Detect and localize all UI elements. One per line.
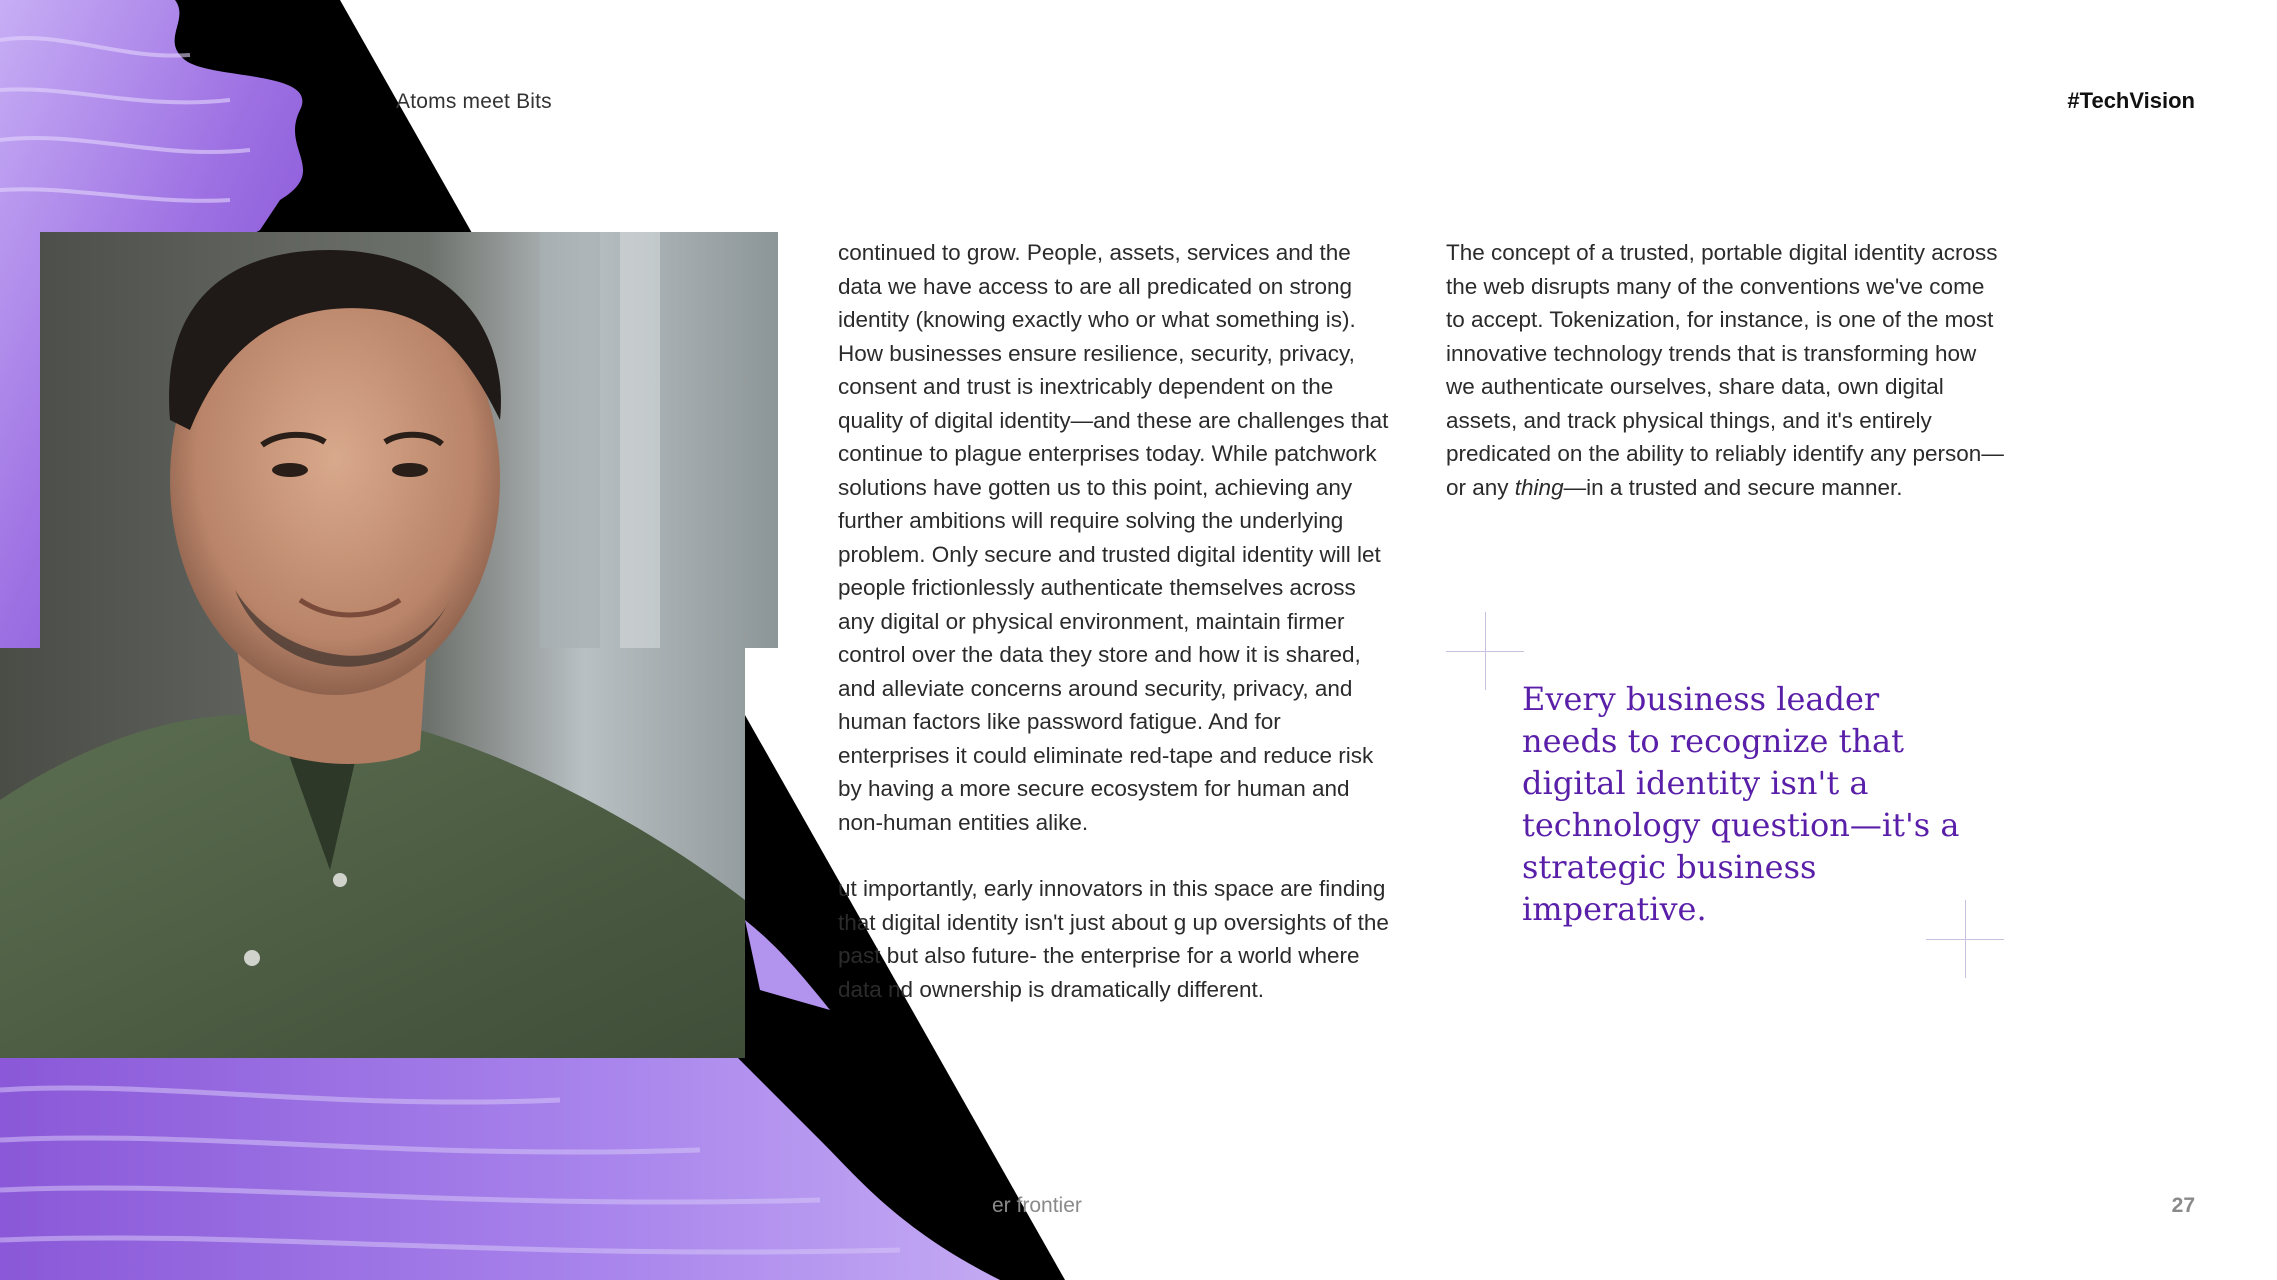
emphasis-text: thing [1514,474,1564,500]
text-run: The concept of a trusted, portable digital identity across the web disrupts many of the conventions we've come to accept. Tokenization, for instance, is one of the most innovative technology trends that is transforming how we authenticate ourselves, share data, own digital assets, and track physical things, and it's entirely predicated on the ability to reliably identify any person—or any [1446,240,2004,500]
pull-quote: Every business leader needs to recognize that digital identity isn't a technology question—it's a strategic business imperative. [1522,680,1960,928]
body-paragraph: ut importantly, early innovators in this space are finding that digital identity isn't just about g up oversights of the past but also future- the enterprise for a world where data nd ownership is dramatically different. [838,876,1389,1002]
body-column-right [1446,236,2006,537]
section-title: Atoms meet Bits [396,90,552,113]
body-column-left [838,236,1398,1039]
decorative-cross-bottom [1926,900,2004,978]
footer-section-label: er frontier [992,1194,1082,1217]
body-paragraph [1446,236,2006,504]
page-number: 27 [2171,1194,2195,1217]
hashtag-label: #TechVision [2067,88,2195,113]
text-run: —in a trusted and secure manner. [1563,474,1903,500]
decorative-cross-top [1446,612,1524,690]
body-paragraph: continued to grow. People, assets, services and the data we have access to are all predicated on strong identity (knowing exactly who or what something is). How businesses ensure resilience, security, privacy, consent and trust is inextricably dependent on the quality of digital identity—and these are challenges that continue to plague enterprises today. While patchwork solutions have gotten us to this point, achieving any further ambitions will require solving the underlying problem. Only secure and trusted digital identity will let people frictionlessly authenticate themselves across any digital or physical environment, maintain firmer control over the data they store and how it is shared, and alleviate concerns around security, privacy, and human factors like password fatigue. And for enterprises it could eliminate red-tape and reduce risk by having a more secure ecosystem for human and non-human entities alike. [838,240,1389,835]
portrait-photo [0,232,778,1058]
